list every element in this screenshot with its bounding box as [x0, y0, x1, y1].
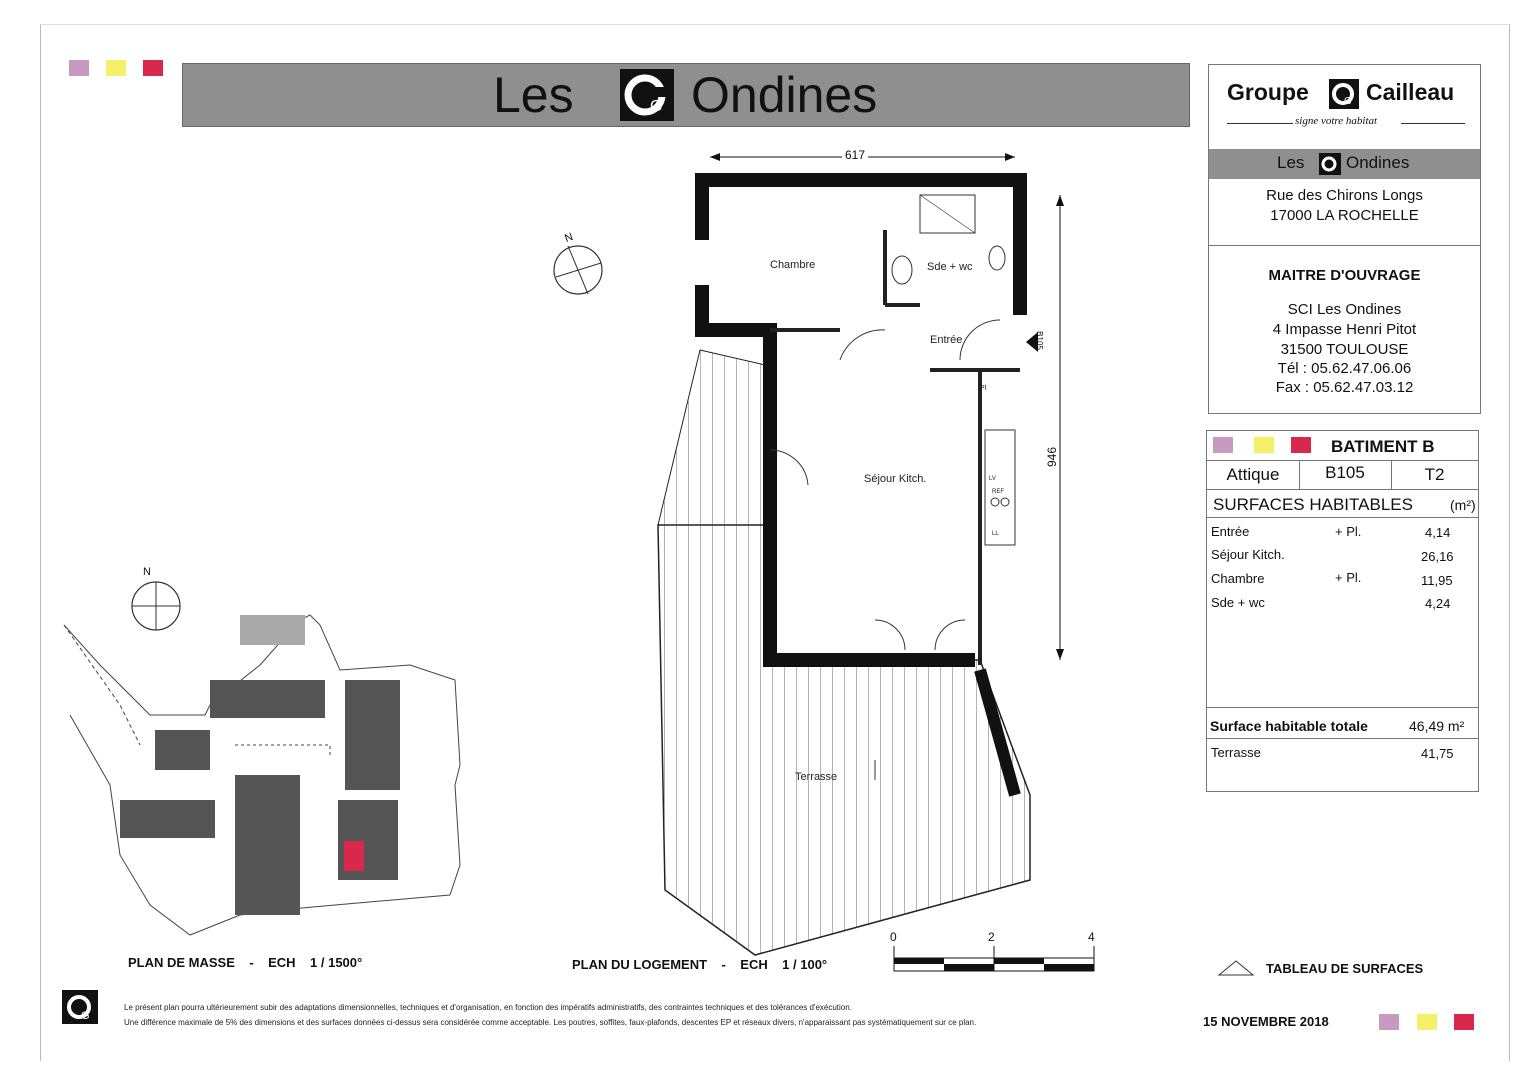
- apartment-floor-plan: [640, 140, 1070, 970]
- title-banner: [182, 63, 1190, 127]
- compass-icon: [548, 232, 612, 300]
- surface-row-value: 26,16: [1421, 549, 1454, 564]
- brand-name: [1227, 79, 1309, 106]
- owner-line1: SCI Les Ondines: [1287, 301, 1402, 318]
- label-ll: LL: [992, 531, 999, 537]
- scale-bar: [893, 946, 1095, 972]
- label-chambre: Chambre: [770, 259, 816, 271]
- footer-logo-icon: [62, 990, 98, 1024]
- caption-plan-masse: PLAN DE MASSE - ECH 1 / 1500°: [128, 955, 363, 970]
- triangle-icon: [1218, 960, 1254, 976]
- brand-logo-icon: [1329, 79, 1359, 109]
- owner-line3: 31500 TOULOUSE: [1280, 341, 1409, 358]
- site-plan: [60, 605, 480, 945]
- footer-square-red: [1454, 1014, 1474, 1030]
- brand-subbanner: [1209, 149, 1480, 179]
- brand-cailleau: Cailleau: [1366, 79, 1455, 105]
- caption-plan-logement: PLAN DU LOGEMENT - ECH 1 / 100°: [572, 957, 828, 972]
- building-type: T2: [1424, 465, 1445, 484]
- title-les: Les: [493, 67, 574, 123]
- cg-logo-icon: [620, 69, 674, 121]
- surfaces-unit: (m²): [1450, 497, 1476, 513]
- surfaces-heading: SURFACES HABITABLES: [1213, 495, 1413, 514]
- total-value: 46,49 m²: [1409, 718, 1465, 734]
- brand-tagline: signe votre habitat: [1295, 115, 1378, 127]
- surface-row-name: Sde + wc: [1211, 595, 1265, 610]
- label-sejour: Séjour Kitch.: [864, 473, 927, 485]
- label-ref: REF: [992, 489, 1004, 495]
- address-line1: Rue des Chirons Longs: [1266, 187, 1423, 204]
- label-sde: Sde + wc: [927, 261, 973, 273]
- subbanner-ondines: Ondines: [1346, 153, 1410, 172]
- surface-row-value: 4,14: [1425, 525, 1451, 540]
- color-square-pink: [69, 60, 89, 76]
- brand-tagline-line-left: [1227, 123, 1293, 124]
- label-lv: LV: [989, 476, 996, 482]
- label-placard: Pl: [980, 385, 987, 392]
- subbanner-les: Les: [1277, 153, 1305, 172]
- address-divider: [1209, 245, 1480, 246]
- surfaces-square-pink: [1213, 437, 1233, 453]
- toilet: [989, 246, 1005, 270]
- row-divider-3: [1207, 517, 1478, 518]
- building-label: BATIMENT B: [1331, 437, 1435, 456]
- interior-walls: [770, 230, 1020, 665]
- surfaces-panel: [1206, 430, 1479, 792]
- compass-n-label: N: [563, 231, 575, 245]
- color-square-yellow: [106, 60, 126, 76]
- dimension-width-label: 617: [842, 148, 868, 162]
- terrace-side-deck: [658, 350, 765, 525]
- owner-fax: Fax : 05.62.47.03.12: [1275, 379, 1414, 396]
- surface-row-extra: + Pl.: [1335, 570, 1362, 585]
- brand-tagline-line-right: [1401, 123, 1465, 124]
- owner-phone: Tél : 05.62.47.06.06: [1277, 360, 1412, 377]
- svg-text:G: G: [81, 1010, 90, 1021]
- scale-label-0: 0: [890, 930, 897, 944]
- scale-label-2: 2: [988, 930, 995, 944]
- brand-groupe: Groupe: [1227, 79, 1309, 105]
- color-square-red: [143, 60, 163, 76]
- footer-date: 15 NOVEMBRE 2018: [1203, 1014, 1329, 1029]
- unit-highlight: [344, 841, 364, 871]
- svg-text:G: G: [1344, 96, 1352, 107]
- footer-square-yellow: [1417, 1014, 1437, 1030]
- terrace-label: Terrasse: [1211, 745, 1261, 760]
- surface-row-name: Entrée: [1211, 524, 1250, 539]
- footer-note-1: Le présent plan pourra ultérieurement subir des adaptations dimensionnelles, techniques et d'organisation, en fonction des impératifs administratifs, des contraintes techniques et des tolérances d'exécution.: [124, 1003, 852, 1012]
- row-divider-5: [1207, 738, 1478, 739]
- dimension-height: [1056, 195, 1064, 660]
- row-divider-1: [1207, 460, 1478, 461]
- building-level: Attique: [1226, 465, 1280, 484]
- row-divider-2: [1207, 489, 1478, 490]
- kitchen-counter: [985, 430, 1015, 545]
- dimension-height-label: 946: [1045, 446, 1060, 468]
- surface-row-extra: + Pl.: [1335, 524, 1362, 539]
- label-entree: Entrée: [930, 334, 963, 346]
- title-ondines: Ondines: [691, 67, 878, 123]
- row-divider-4: [1207, 707, 1478, 708]
- unit-code-label: B105: [1034, 331, 1044, 350]
- address-line2: 17000 LA ROCHELLE: [1270, 207, 1419, 224]
- owner-heading: MAITRE D'OUVRAGE: [1268, 267, 1421, 284]
- site-compass-n-label: N: [143, 566, 151, 578]
- terrace-deck: [658, 525, 1030, 955]
- washbasin: [892, 256, 912, 284]
- scale-label-4: 4: [1088, 930, 1095, 944]
- surfaces-square-red: [1291, 437, 1311, 453]
- surface-row-value: 11,95: [1421, 573, 1453, 588]
- footer-square-pink: [1379, 1014, 1399, 1030]
- surface-row-name: Séjour Kitch.: [1211, 547, 1285, 562]
- subbanner-logo-icon: [1319, 153, 1341, 175]
- owner-line2: 4 Impasse Henri Pitot: [1272, 321, 1417, 338]
- label-terrasse: Terrasse: [795, 771, 838, 783]
- brand-panel: [1208, 64, 1481, 414]
- caption-tableau: TABLEAU DE SURFACES: [1266, 961, 1424, 976]
- svg-text:G: G: [650, 98, 663, 115]
- surfaces-square-yellow: [1254, 437, 1274, 453]
- footer-note-2: Une différence maximale de 5% des dimensions et des surfaces données ci-dessus sera considérée comme acceptable. Les poutres, soffites, faux-plafonds, descentes EP et réseaux divers, n'apparaissant pas systématiquement sur ce plan.: [124, 1018, 977, 1027]
- surface-row-value: 4,24: [1425, 596, 1451, 611]
- surface-row-name: Chambre: [1211, 571, 1265, 586]
- building-unit: B105: [1325, 463, 1365, 482]
- total-label: Surface habitable totale: [1210, 718, 1368, 734]
- terrace-value: 41,75: [1421, 746, 1454, 761]
